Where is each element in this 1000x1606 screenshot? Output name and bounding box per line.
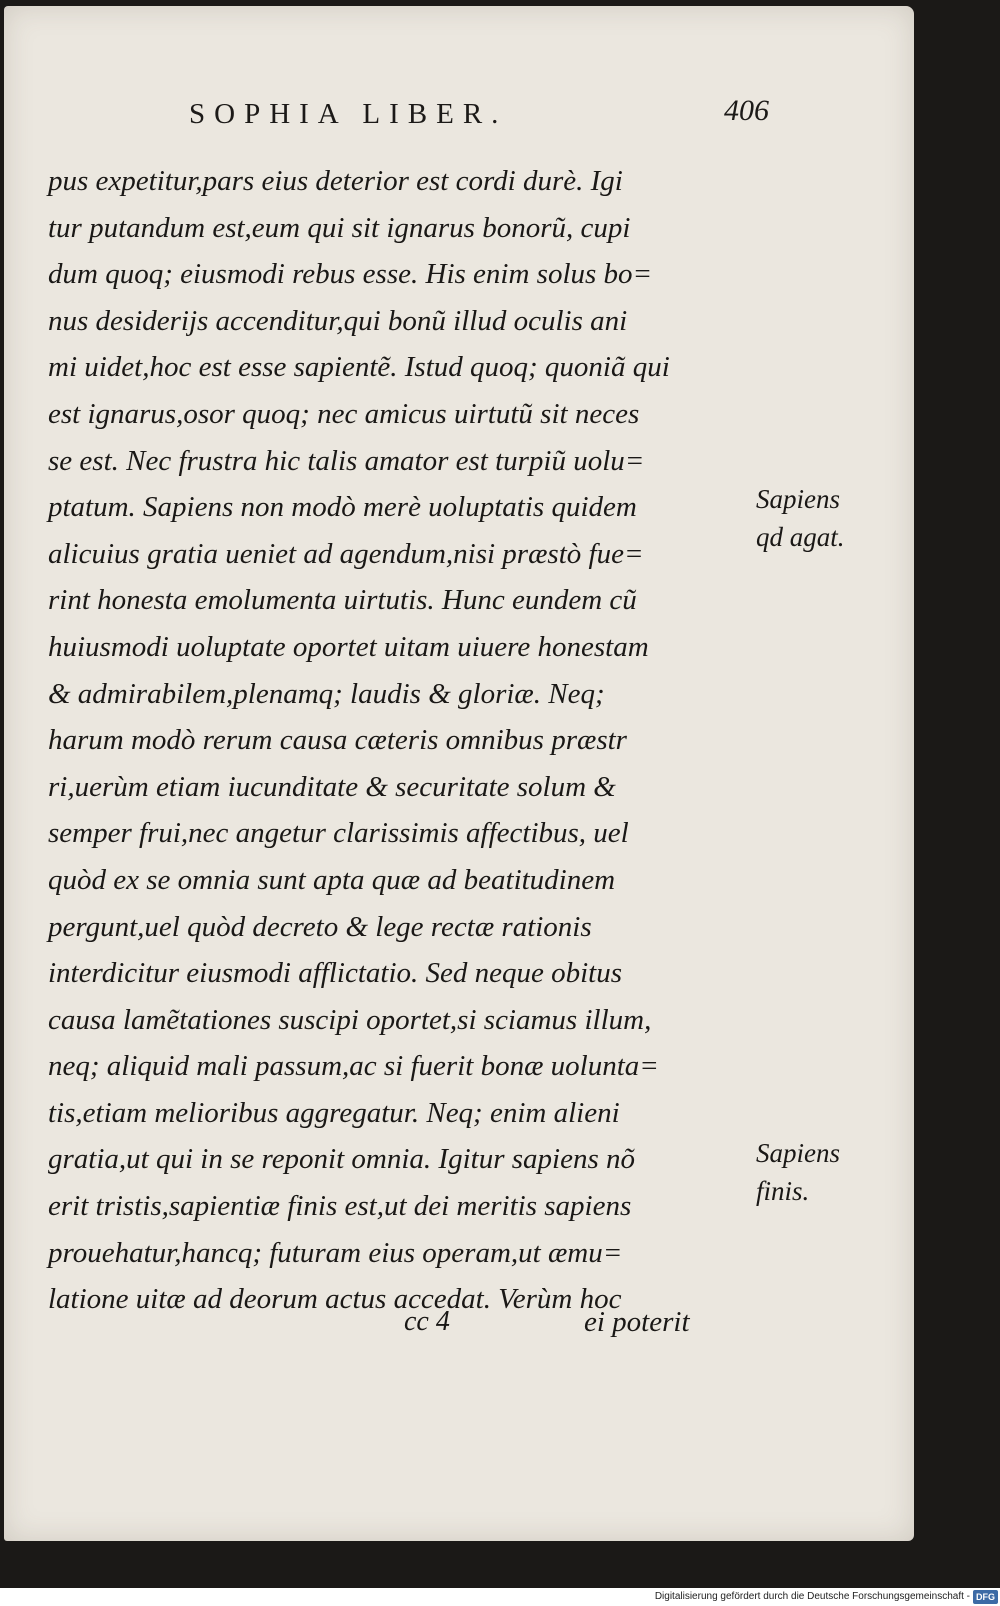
margin-note-line: qd agat. <box>756 522 845 552</box>
text-line: ri,uerùm etiam iucunditate & securitate solum & <box>48 770 616 803</box>
text-line: neq; aliquid mali passum,ac si fuerit bonæ uolunta= <box>48 1050 659 1083</box>
margin-note <box>756 480 896 556</box>
text-line: mi uidet,hoc est esse sapientẽ. Istud quoq; quoniã qui <box>48 351 670 384</box>
text-line: dum quoq; eiusmodi rebus esse. His enim solus bo= <box>48 258 653 291</box>
text-line: huiusmodi uoluptate oportet uitam uiuere honestam <box>48 630 649 663</box>
text-line: ptatum. Sapiens non modò merè uoluptatis quidem <box>48 491 637 524</box>
body-text <box>48 158 748 1323</box>
text-line: causa lamẽtationes suscipi oportet,si sciamus illum, <box>48 1003 652 1036</box>
margin-note-line: Sapiens <box>756 484 840 514</box>
text-line: est ignarus,osor quoq; nec amicus uirtutũ sit neces <box>48 397 640 430</box>
text-line: prouehatur,hancq; futuram eius operam,ut æmu= <box>48 1236 623 1269</box>
text-line: & admirabilem,plenamq; laudis & gloriæ. Neq; <box>48 677 605 710</box>
credit-bar <box>0 1588 1000 1606</box>
text-line: quòd ex se omnia sunt apta quæ ad beatitudinem <box>48 863 616 896</box>
book-page <box>4 6 914 1541</box>
text-line: erit tristis,sapientiæ finis est,ut dei meritis sapiens <box>48 1190 632 1223</box>
text-line: latione uitæ ad deorum actus accedat. Verùm hoc <box>48 1283 622 1316</box>
text-line: gratia,ut qui in se reponit omnia. Igitur sapiens nõ <box>48 1143 635 1176</box>
text-line: tis,etiam melioribus aggregatur. Neq; enim alieni <box>48 1096 620 1129</box>
text-line: harum modò rerum causa cæteris omnibus præstr <box>48 724 627 757</box>
catchword: ei poterit <box>584 1306 690 1338</box>
signature-mark: cc 4 <box>404 1306 450 1337</box>
text-line: se est. Nec frustra hic talis amator est turpiũ uolu= <box>48 444 645 477</box>
text-line: tur putandum est,eum qui sit ignarus bonorũ, cupi <box>48 211 631 244</box>
text-line: alicuius gratia ueniet ad agendum,nisi præstò fue= <box>48 537 644 570</box>
page-header <box>189 94 769 138</box>
dfg-logo: DFG <box>973 1590 998 1604</box>
text-line: pergunt,uel quòd decreto & lege rectæ rationis <box>48 910 592 943</box>
running-title: SOPHIA LIBER. <box>189 98 508 130</box>
margin-note-line: Sapiens <box>756 1138 840 1168</box>
margin-note-line: finis. <box>756 1176 810 1206</box>
page-number: 406 <box>724 94 769 127</box>
text-line: rint honesta emolumenta uirtutis. Hunc eundem cũ <box>48 584 637 617</box>
text-line: interdicitur eiusmodi afflictatio. Sed neque obitus <box>48 957 623 990</box>
text-line: nus desiderijs accenditur,qui bonũ illud oculis ani <box>48 304 628 337</box>
text-line: pus expetitur,pars eius deterior est cordi durè. Igi <box>48 165 623 197</box>
credit-text: Digitalisierung gefördert durch die Deutsche Forschungsgemeinschaft - <box>654 1591 970 1602</box>
text-line: semper frui,nec angetur clarissimis affectibus, uel <box>48 817 629 850</box>
margin-note <box>756 1134 896 1210</box>
